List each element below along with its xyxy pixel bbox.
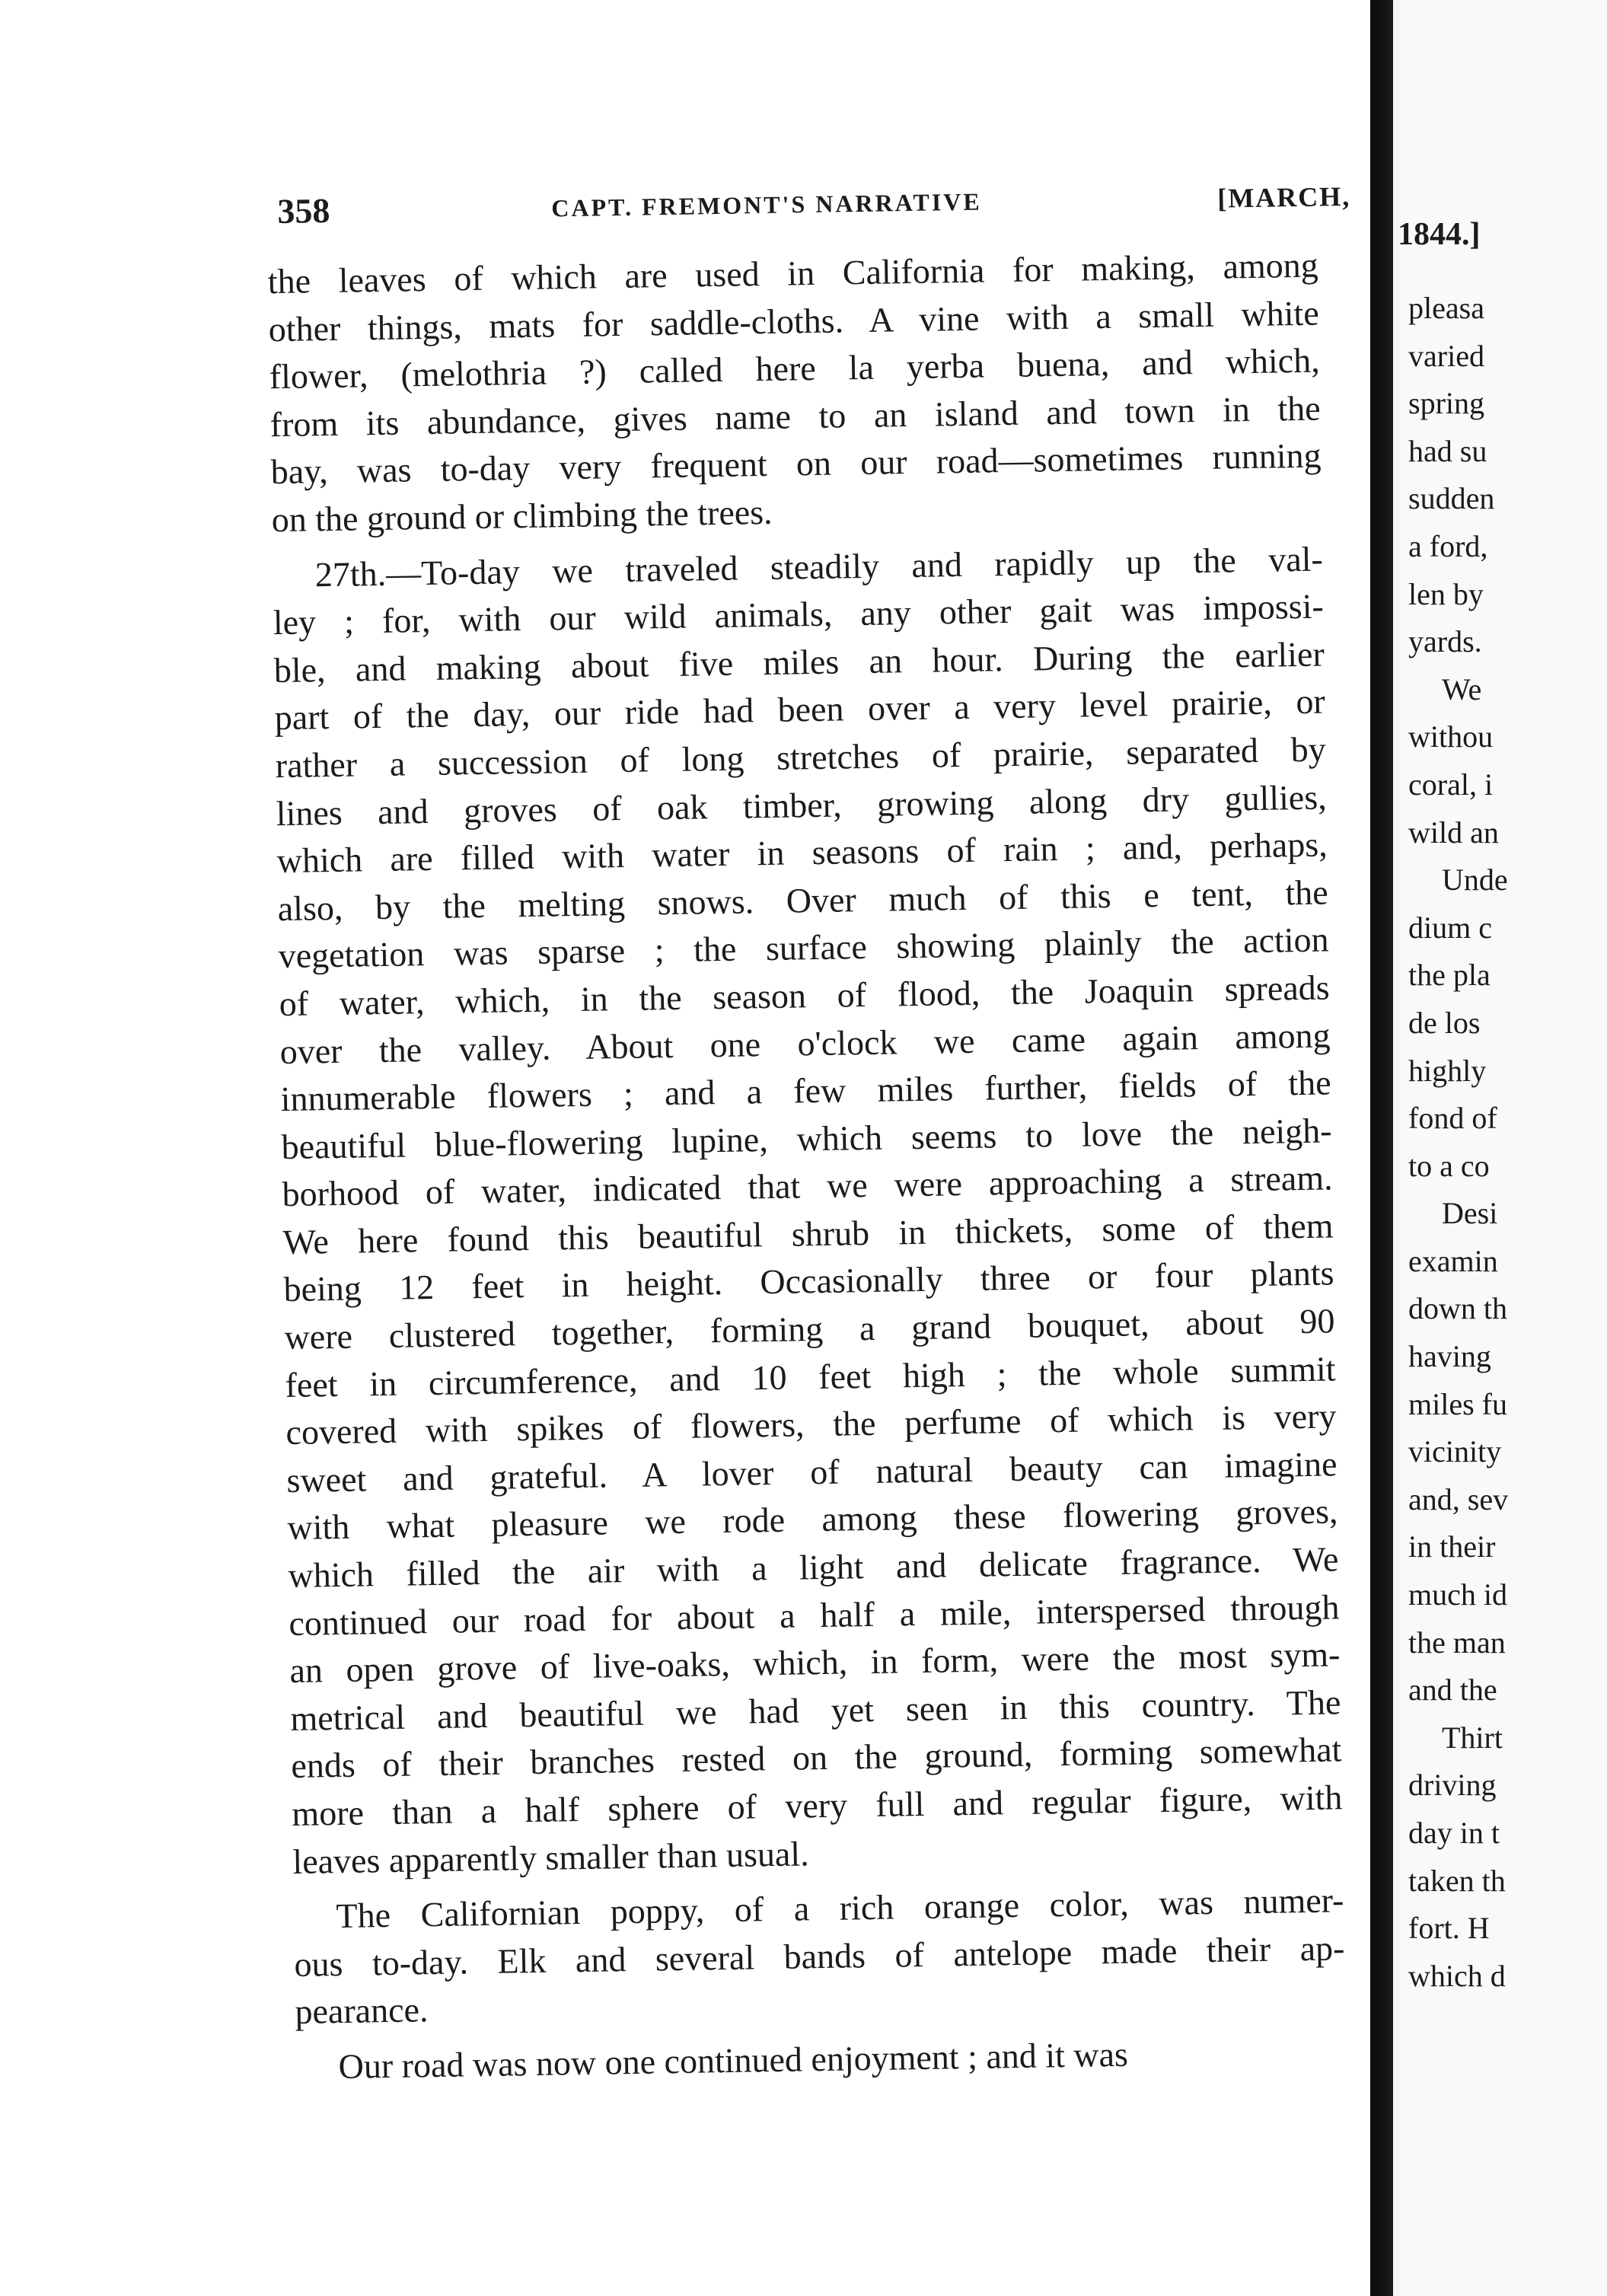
text-line: ley ; for, with our wild animals, any other gait was impossi- [273, 586, 1325, 643]
paragraph [267, 242, 1322, 544]
text-line: flower, (melothria ?) called here la yerba buena, and which, [269, 340, 1321, 397]
right-text-line: varied [1408, 338, 1484, 373]
right-text-line: the man [1408, 1625, 1506, 1660]
text-line: of water, which, in the season of flood, the Joaquin spreads [279, 968, 1330, 1024]
right-text-line: taken th [1408, 1863, 1506, 1898]
text-line: metrical and beautiful we had yet seen in this country. The [290, 1682, 1341, 1738]
running-month: [MARCH, [1216, 180, 1351, 214]
text-line: which filled the air with a light and delicate fragrance. We [288, 1539, 1339, 1596]
text-line: ous to-day. Elk and several bands of antelope made their ap- [294, 1928, 1345, 1984]
text-line: 27th.—To-day we traveled steadily and rapidly up the val- [314, 539, 1324, 594]
right-text-line: had su [1408, 433, 1487, 468]
right-text-line: in their [1408, 1529, 1496, 1564]
right-text-line: driving [1408, 1768, 1497, 1803]
right-text-line: dium c [1408, 910, 1492, 945]
text-line: from its abundance, gives name to an island and town in the [269, 388, 1321, 444]
right-text-line: We [1442, 671, 1482, 706]
text-line: part of the day, our ride had been over a very level prairie, or [274, 681, 1326, 738]
right-text-line: a ford, [1408, 528, 1488, 563]
text-line: with what pleasure we rode among these flowering groves, [287, 1491, 1338, 1548]
paragraph [272, 535, 1343, 1886]
page-number: 358 [276, 190, 330, 231]
right-book-page [1393, 0, 1607, 2296]
paragraph [293, 1877, 1346, 2036]
text-line: ble, and making about five miles an hour. During the earlier [273, 634, 1325, 690]
right-page-text [1408, 285, 1508, 2000]
right-text-line: spring [1408, 386, 1484, 421]
right-text-line: fond of [1408, 1101, 1497, 1136]
text-line: Our road was now one continued enjoyment ; and it was [338, 2034, 1129, 2087]
text-line: an open grove of live-oaks, which, in form, were the most sym- [289, 1634, 1341, 1691]
text-line: The Californian poppy, of a rich orange color, was numer- [336, 1880, 1344, 1936]
right-text-line: Thirt [1442, 1720, 1503, 1755]
text-line: bay, was to-day very frequent on our road—sometimes running [270, 435, 1322, 492]
left-book-page [228, 0, 1360, 2296]
right-text-line: day in t [1408, 1816, 1500, 1850]
right-text-line: fort. H [1408, 1911, 1490, 1946]
text-line: being 12 feet in height. Occasionally three or four plants [283, 1253, 1334, 1309]
right-text-line: Desi [1442, 1196, 1498, 1231]
text-line: other things, mats for saddle-cloths. A vine with a small white [268, 293, 1320, 349]
text-line: sweet and grateful. A lover of natural beauty can imagine [286, 1444, 1338, 1500]
text-line: continued our road for about a half a mile, interspersed through [289, 1586, 1340, 1643]
right-running-head: 1844.] [1398, 217, 1481, 252]
right-text-line: examin [1408, 1243, 1498, 1278]
text-line: lines and groves of oak timber, growing along dry gullies, [276, 777, 1328, 833]
text-line: borhood of water, indicated that we were approaching a stream. [282, 1158, 1333, 1214]
text-line: vegetation was sparse ; the surface showing plainly the action [278, 920, 1329, 976]
right-text-line: withou [1408, 719, 1494, 754]
text-line: more than a half sphere of very full and regular figure, with [292, 1778, 1343, 1833]
text-line: covered with spikes of flowers, the perfume of which is very [285, 1396, 1337, 1453]
text-line: ends of their branches rested on the ground, forming somewhat [291, 1730, 1342, 1786]
text-line: innumerable flowers ; and a few miles further, fields of the [280, 1063, 1331, 1119]
right-text-line: wild an [1408, 815, 1499, 850]
text-line: leaves apparently smaller than usual. [292, 1833, 809, 1881]
right-text-line: Unde [1442, 863, 1508, 898]
right-text-line: coral, i [1408, 767, 1494, 802]
right-text-line: which d [1408, 1958, 1506, 1993]
right-text-line: much id [1408, 1577, 1507, 1612]
text-line: also, by the melting snows. Over much of this e tent, the [277, 872, 1328, 928]
text-line: rather a succession of long stretches of prairie, separated by [275, 729, 1327, 786]
running-title: CAPT. FREMONT'S NARRATIVE [551, 187, 982, 222]
text-line: which are filled with water in seasons of rain ; and, perhaps, [276, 824, 1328, 881]
text-line: beautiful blue-flowering lupine, which seems to love the neigh- [281, 1111, 1332, 1166]
right-text-line: to a co [1408, 1148, 1490, 1183]
right-text-line: pleasa [1408, 291, 1484, 325]
text-line: over the valley. About one o'clock we came again among [279, 1015, 1331, 1071]
book-gutter-shadow [1370, 0, 1393, 2296]
right-text-line: de los [1408, 1005, 1481, 1040]
right-text-line: and the [1408, 1673, 1497, 1708]
page-margin [0, 0, 30, 2296]
right-text-line: vicinity [1408, 1434, 1502, 1469]
body-text [267, 242, 1347, 2092]
right-text-line: the pla [1408, 958, 1491, 993]
right-text-line: miles fu [1408, 1386, 1507, 1421]
text-line: the leaves of which are used in California for making, among [267, 245, 1319, 301]
right-text-line: highly [1408, 1053, 1487, 1088]
right-text-line: having [1408, 1339, 1491, 1374]
text-line: were clustered together, forming a grand bouquet, about 90 [284, 1301, 1335, 1357]
text-line: pearance. [295, 1990, 429, 2032]
text-line: We here found this beautiful shrub in thickets, some of them [282, 1206, 1334, 1261]
running-head [277, 174, 1359, 237]
right-text-line: sudden [1408, 481, 1495, 516]
right-text-line: down th [1408, 1291, 1507, 1326]
text-line: feet in circumference, and 10 feet high ; the whole summit [285, 1349, 1336, 1405]
right-text-line: yards. [1408, 624, 1482, 659]
text-line: on the ground or climbing the trees. [271, 492, 773, 540]
right-text-line: len by [1408, 576, 1484, 611]
right-text-line: and, sev [1408, 1481, 1509, 1516]
